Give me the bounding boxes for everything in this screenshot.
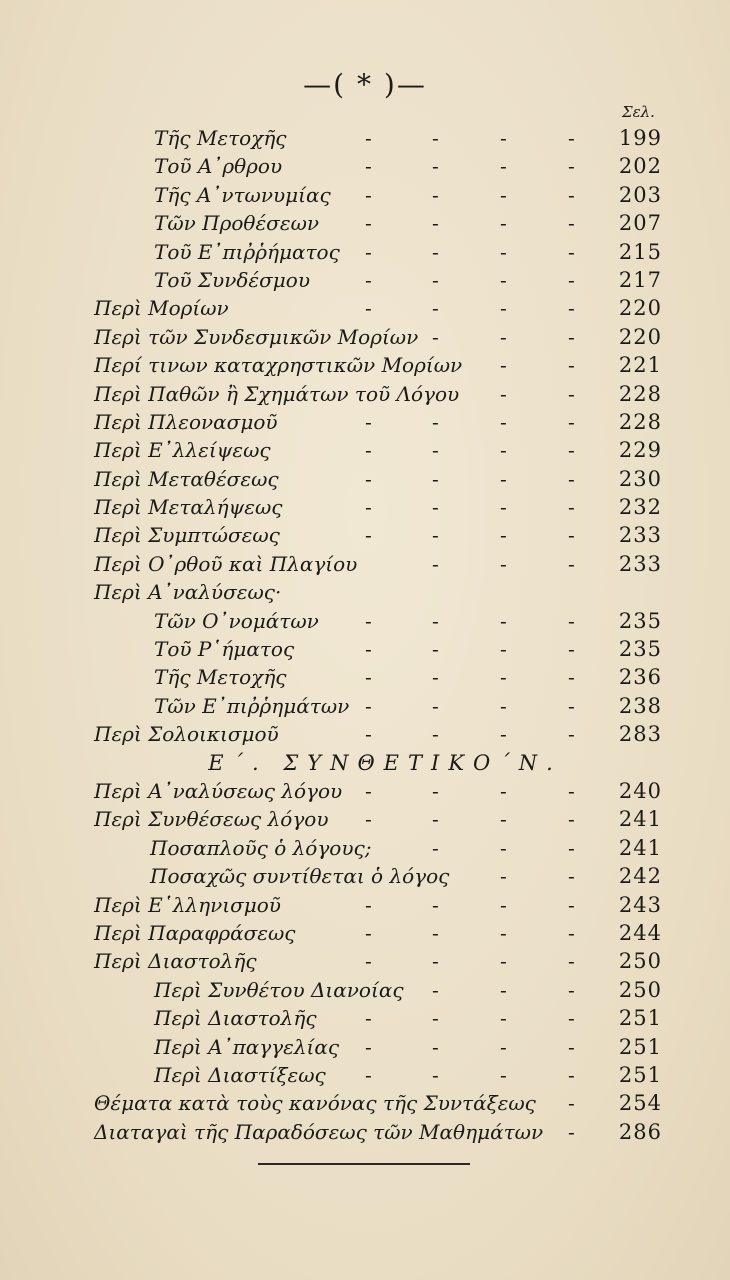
toc-page-number: 235 — [618, 637, 662, 662]
leader-dash: - — [432, 722, 439, 747]
leader-dash: - — [500, 466, 507, 491]
toc-entry-title: Τοῦ Ρ῾ήματος — [154, 637, 295, 662]
leader-dash: - — [432, 807, 439, 832]
leader-dash: - — [365, 693, 372, 718]
leader-dash: - — [500, 1006, 507, 1031]
leader-dash: - — [568, 381, 575, 406]
toc-entry-title: Τῶν Ο᾿νομάτων — [154, 608, 319, 633]
toc-entry — [0, 266, 730, 294]
toc-entry — [0, 578, 730, 606]
toc-entry — [0, 465, 730, 493]
leader-dash: - — [500, 267, 507, 292]
leader-dash: - — [568, 693, 575, 718]
leader-dash: - — [432, 126, 439, 150]
leader-dash: - — [500, 977, 507, 1002]
leader-dash: - — [500, 665, 507, 690]
leader-dash: - — [568, 353, 575, 378]
leader-dash: - — [365, 211, 372, 236]
leader-dash: - — [500, 523, 507, 548]
toc-entry — [0, 1118, 730, 1146]
leader-dash: - — [432, 182, 439, 207]
leader-dash: - — [365, 920, 372, 945]
toc-entry-title: Περὶ τῶν Συνδεσμικῶν Μορίων — [94, 324, 419, 349]
toc-entry-title: Περὶ Διαστολῆς — [154, 1006, 317, 1031]
toc-entry — [0, 635, 730, 663]
table-of-contents — [0, 124, 730, 1146]
toc-entry-title: Ποσαχῶς συντίθεται ὁ λόγος — [150, 864, 450, 889]
leader-dash: - — [568, 977, 575, 1002]
toc-page-number: 242 — [618, 864, 662, 889]
toc-page-number: 220 — [618, 296, 662, 321]
leader-dash: - — [500, 892, 507, 917]
leader-dash: - — [500, 608, 507, 633]
leader-dash: - — [568, 665, 575, 690]
toc-entry-title: Περὶ Διαστολῆς — [94, 949, 257, 974]
toc-entry-title: Περὶ Συνθέτου Διανοίας — [154, 977, 404, 1002]
leader-dash: - — [568, 1119, 575, 1144]
toc-entry — [0, 919, 730, 947]
leader-dash: - — [365, 892, 372, 917]
toc-page-number: 251 — [618, 1034, 662, 1059]
toc-entry-title: Περὶ Ε᾿λλείψεως — [94, 438, 271, 463]
leader-dash: - — [432, 211, 439, 236]
toc-entry — [0, 550, 730, 578]
toc-page-number: 250 — [618, 949, 662, 974]
leader-dash: - — [500, 693, 507, 718]
toc-entry-title: Περὶ Διαστίξεως — [154, 1062, 326, 1087]
leader-dash: - — [432, 523, 439, 548]
leader-dash: - — [365, 438, 372, 463]
leader-dash: - — [500, 1062, 507, 1087]
leader-dash: - — [568, 949, 575, 974]
toc-page-number: 233 — [618, 523, 662, 548]
toc-entry — [0, 947, 730, 975]
page-header: —( * )— — [303, 68, 427, 101]
toc-page-number: 286 — [618, 1119, 662, 1144]
toc-entry-title: Περὶ Παραφράσεως — [94, 920, 296, 945]
toc-page-number: 203 — [618, 182, 662, 207]
toc-entry — [0, 1061, 730, 1089]
toc-entry — [0, 805, 730, 833]
leader-dash: - — [500, 182, 507, 207]
toc-entry — [0, 521, 730, 549]
leader-dash: - — [568, 1062, 575, 1087]
leader-dash: - — [365, 126, 372, 150]
toc-entry-title: Τοῦ Α᾿ρθρου — [154, 154, 283, 179]
leader-dash: - — [568, 324, 575, 349]
leader-dash: - — [568, 495, 575, 520]
leader-dash: - — [365, 523, 372, 548]
leader-dash: - — [568, 1091, 575, 1116]
leader-dash: - — [568, 409, 575, 434]
leader-dash: - — [432, 608, 439, 633]
leader-dash: - — [568, 835, 575, 860]
toc-page-number: 244 — [618, 920, 662, 945]
leader-dash: - — [500, 353, 507, 378]
leader-dash: - — [432, 438, 439, 463]
leader-dash: - — [365, 267, 372, 292]
leader-dash: - — [500, 296, 507, 321]
leader-dash: - — [432, 154, 439, 179]
leader-dash: - — [365, 239, 372, 264]
toc-page-number: 254 — [618, 1091, 662, 1116]
leader-dash: - — [500, 864, 507, 889]
leader-dash: - — [568, 438, 575, 463]
toc-page-number: 251 — [618, 1062, 662, 1087]
leader-dash: - — [365, 182, 372, 207]
toc-entry — [0, 238, 730, 266]
toc-page-number: 215 — [618, 239, 662, 264]
toc-page-number: 243 — [618, 892, 662, 917]
toc-entry — [0, 692, 730, 720]
toc-page-number: 221 — [618, 353, 662, 378]
leader-dash: - — [568, 864, 575, 889]
leader-dash: - — [568, 154, 575, 179]
toc-page-number: 199 — [618, 126, 662, 150]
leader-dash: - — [568, 778, 575, 803]
toc-entry-title: Τῆς Μετοχῆς — [154, 126, 287, 150]
leader-dash: - — [365, 778, 372, 803]
leader-dash: - — [500, 807, 507, 832]
toc-entry — [0, 720, 730, 748]
toc-entry — [0, 124, 730, 152]
toc-entry — [0, 1089, 730, 1117]
toc-page-number: 236 — [618, 665, 662, 690]
leader-dash: - — [432, 551, 439, 576]
leader-dash: - — [500, 126, 507, 150]
leader-dash: - — [568, 211, 575, 236]
toc-entry — [0, 1033, 730, 1061]
toc-entry — [0, 408, 730, 436]
toc-entry-title: Περὶ Α᾿ναλύσεως· — [94, 580, 282, 605]
toc-page-number: 235 — [618, 608, 662, 633]
leader-dash: - — [500, 637, 507, 662]
toc-page-number: 250 — [618, 977, 662, 1002]
leader-dash: - — [568, 182, 575, 207]
leader-dash: - — [500, 495, 507, 520]
toc-entry-title: Τῶν Προθέσεων — [154, 211, 320, 236]
toc-page-number: 229 — [618, 438, 662, 463]
section-heading: Ε΄. ΣΥΝΘΕΤΙΚΟ΄Ν. — [208, 750, 562, 775]
leader-dash: - — [365, 637, 372, 662]
toc-page-number: 240 — [618, 778, 662, 803]
toc-entry-title: Περὶ Παθῶν ἢ Σχημάτων τοῦ Λόγου — [94, 381, 460, 406]
leader-dash: - — [568, 807, 575, 832]
toc-entry — [0, 1004, 730, 1032]
leader-dash: - — [500, 778, 507, 803]
toc-entry-title: Τοῦ Συνδέσμου — [154, 267, 310, 292]
toc-entry — [0, 152, 730, 180]
toc-page-number: 232 — [618, 495, 662, 520]
page-column-label: Σελ. — [622, 103, 655, 121]
toc-entry-title: Θέματα κατὰ τοὺς κανόνας τῆς Συντάξεως — [94, 1091, 536, 1116]
toc-page-number: 217 — [618, 267, 662, 292]
leader-dash: - — [500, 211, 507, 236]
leader-dash: - — [568, 637, 575, 662]
toc-entry-title: Τῆς Α᾿ντωνυμίας — [154, 182, 331, 207]
leader-dash: - — [568, 296, 575, 321]
toc-entry-title: Περὶ Ε῾λληνισμοῦ — [94, 892, 281, 917]
toc-entry — [0, 493, 730, 521]
leader-dash: - — [432, 324, 439, 349]
leader-dash: - — [500, 438, 507, 463]
toc-entry — [0, 862, 730, 890]
toc-entry — [0, 436, 730, 464]
toc-entry-title: Περὶ Πλεονασμοῦ — [94, 409, 278, 434]
leader-dash: - — [432, 693, 439, 718]
toc-page-number: 251 — [618, 1006, 662, 1031]
leader-dash: - — [500, 324, 507, 349]
leader-dash: - — [432, 1034, 439, 1059]
leader-dash: - — [568, 892, 575, 917]
leader-dash: - — [365, 608, 372, 633]
leader-dash: - — [432, 495, 439, 520]
toc-entry — [0, 181, 730, 209]
leader-dash: - — [568, 1034, 575, 1059]
leader-dash: - — [432, 892, 439, 917]
leader-dash: - — [568, 267, 575, 292]
toc-entry — [0, 380, 730, 408]
leader-dash: - — [365, 807, 372, 832]
leader-dash: - — [500, 920, 507, 945]
leader-dash: - — [432, 920, 439, 945]
leader-dash: - — [500, 409, 507, 434]
toc-entry-title: Περὶ Συμπτώσεως — [94, 523, 280, 548]
toc-entry-title: Περὶ Συνθέσεως λόγου — [94, 807, 329, 832]
leader-dash: - — [432, 949, 439, 974]
toc-entry-title: Τῶν Ε᾿πιῤῥημάτων — [154, 693, 350, 718]
leader-dash: - — [568, 608, 575, 633]
toc-page-number: 228 — [618, 409, 662, 434]
leader-dash: - — [432, 267, 439, 292]
toc-entry-title: Περὶ Μεταλήψεως — [94, 495, 283, 520]
leader-dash: - — [568, 551, 575, 576]
leader-dash: - — [500, 381, 507, 406]
leader-dash: - — [568, 523, 575, 548]
leader-dash: - — [365, 409, 372, 434]
toc-entry — [0, 891, 730, 919]
leader-dash: - — [568, 239, 575, 264]
toc-page-number: 230 — [618, 466, 662, 491]
toc-entry-title: Περὶ Α᾿παγγελίας — [154, 1034, 340, 1059]
toc-page-number: 207 — [618, 211, 662, 236]
leader-dash: - — [365, 296, 372, 321]
leader-dash: - — [365, 949, 372, 974]
toc-entry-title: Διαταγαὶ τῆς Παραδόσεως τῶν Μαθημάτων — [94, 1119, 544, 1144]
toc-entry — [0, 777, 730, 805]
toc-entry-title: Περὶ Μορίων — [94, 296, 229, 321]
toc-entry-title: Τοῦ Ε᾿πιῤῥήματος — [154, 239, 340, 264]
leader-dash: - — [365, 1034, 372, 1059]
leader-dash: - — [500, 239, 507, 264]
leader-dash: - — [432, 1062, 439, 1087]
leader-dash: - — [500, 835, 507, 860]
toc-page-number: 202 — [618, 154, 662, 179]
leader-dash: - — [432, 835, 439, 860]
toc-page-number: 228 — [618, 381, 662, 406]
leader-dash: - — [500, 1034, 507, 1059]
leader-dash: - — [432, 296, 439, 321]
toc-page-number: 238 — [618, 693, 662, 718]
leader-dash: - — [432, 778, 439, 803]
toc-page-number: 241 — [618, 835, 662, 860]
toc-entry-title: Τῆς Μετοχῆς — [154, 665, 287, 690]
toc-entry — [0, 351, 730, 379]
toc-entry-title: Περὶ Μεταθέσεως — [94, 466, 279, 491]
leader-dash: - — [500, 551, 507, 576]
toc-entry-title: Περὶ Ο᾿ρθοῦ καὶ Πλαγίου — [94, 551, 358, 576]
toc-entry — [0, 323, 730, 351]
toc-page-number: 220 — [618, 324, 662, 349]
toc-page-number: 283 — [618, 722, 662, 747]
leader-dash: - — [365, 1006, 372, 1031]
toc-entry — [0, 976, 730, 1004]
leader-dash: - — [568, 722, 575, 747]
leader-dash: - — [432, 665, 439, 690]
leader-dash: - — [365, 154, 372, 179]
leader-dash: - — [432, 466, 439, 491]
toc-entry — [0, 663, 730, 691]
toc-entry-title: Περί τινων καταχρηστικῶν Μορίων — [94, 353, 463, 378]
leader-dash: - — [568, 920, 575, 945]
toc-entry — [0, 294, 730, 322]
leader-dash: - — [568, 466, 575, 491]
leader-dash: - — [500, 949, 507, 974]
leader-dash: - — [432, 409, 439, 434]
toc-page-number: 233 — [618, 551, 662, 576]
closing-rule — [258, 1163, 470, 1165]
leader-dash: - — [365, 466, 372, 491]
leader-dash: - — [365, 722, 372, 747]
toc-entry-title: Περὶ Α᾿ναλύσεως λόγου — [94, 778, 343, 803]
toc-entry — [0, 209, 730, 237]
leader-dash: - — [365, 495, 372, 520]
toc-entry-title: Περὶ Σολοικισμοῦ — [94, 722, 279, 747]
leader-dash: - — [365, 1062, 372, 1087]
leader-dash: - — [568, 1006, 575, 1031]
toc-entry — [0, 834, 730, 862]
leader-dash: - — [432, 637, 439, 662]
leader-dash: - — [365, 665, 372, 690]
leader-dash: - — [432, 239, 439, 264]
toc-entry-title: Ποσαπλοῦς ὁ λόγους; — [150, 835, 372, 860]
leader-dash: - — [500, 154, 507, 179]
leader-dash: - — [568, 126, 575, 150]
leader-dash: - — [432, 977, 439, 1002]
leader-dash: - — [500, 722, 507, 747]
toc-page-number: 241 — [618, 807, 662, 832]
toc-entry — [0, 607, 730, 635]
leader-dash: - — [432, 1006, 439, 1031]
